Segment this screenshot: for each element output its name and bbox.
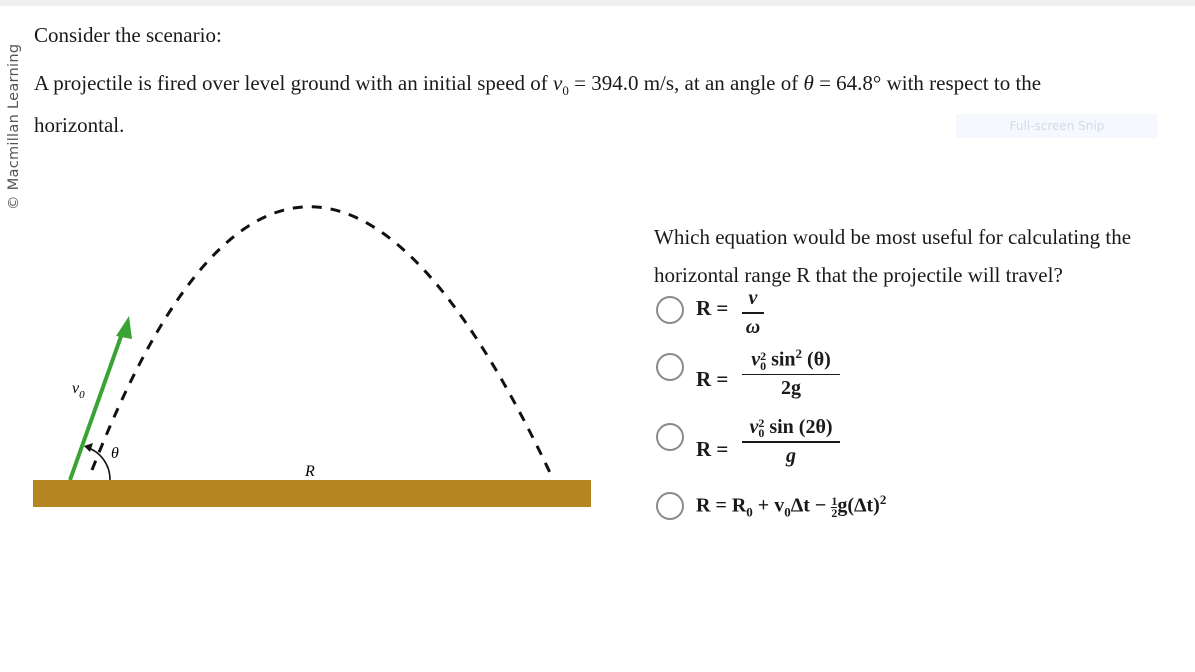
scenario-angle: = 64.8° with respect to the horizontal. <box>34 71 1042 138</box>
range-label: R <box>305 463 315 480</box>
angle-arc-arrowhead <box>84 443 93 452</box>
option-3-fraction-bar <box>742 441 840 443</box>
option-1-numerator: v <box>748 287 758 309</box>
trajectory-path <box>92 207 552 477</box>
scenario-speed: = 394.0 m/s, at an angle of <box>568 71 804 95</box>
v0-label: $v_0$ <box>72 380 85 401</box>
scenario-part1: A projectile is fired over level ground with an initial speed of <box>34 71 554 95</box>
option-2-fraction-bar <box>742 374 840 376</box>
option-2-radio[interactable] <box>656 353 684 381</box>
option-2-lhs: R = <box>696 367 729 391</box>
option-1-fraction <box>742 287 764 339</box>
option-3-numerator: v 2 0 sin (2θ) <box>749 416 833 441</box>
velocity-arrow-head <box>116 316 132 339</box>
angle-arc <box>86 447 110 480</box>
full-screen-snip-button[interactable]: Full-screen Snip <box>956 114 1158 138</box>
theta-label: θ <box>111 445 119 462</box>
option-3-radio[interactable] <box>656 423 684 451</box>
v0-symbol: v <box>553 71 563 95</box>
option-3-denominator: g <box>786 444 796 467</box>
copyright-credit: © Macmillan Learning <box>6 43 22 210</box>
option-2-denominator: 2g <box>781 377 801 400</box>
option-1-radio[interactable] <box>656 296 684 324</box>
option-3-lhs: R = <box>696 437 729 461</box>
option-4-radio[interactable] <box>656 492 684 520</box>
theta-symbol: θ <box>803 71 814 95</box>
option-1-denominator: ω <box>745 315 761 338</box>
option-3-fraction <box>742 416 840 468</box>
question-text: Which equation would be most useful for calculating the horizontal range R that the projectile will travel? <box>654 225 1132 287</box>
option-1-lhs: R = <box>696 296 729 320</box>
ground <box>33 480 591 507</box>
option-2-fraction <box>742 346 840 400</box>
option-2-numerator: v 2 0 $\sin^2 (\theta)$ <box>751 346 831 374</box>
option-1-fraction-bar <box>742 312 764 314</box>
option-4-equation: $R = R_0 + v_0\Delta t$ − $\frac{1}{2}$ $g(\Delta t)^2$ <box>696 492 887 520</box>
intro-text: Consider the scenario: <box>34 23 222 47</box>
v0-subscript: 0 <box>562 83 569 99</box>
projectile-diagram <box>0 0 600 520</box>
